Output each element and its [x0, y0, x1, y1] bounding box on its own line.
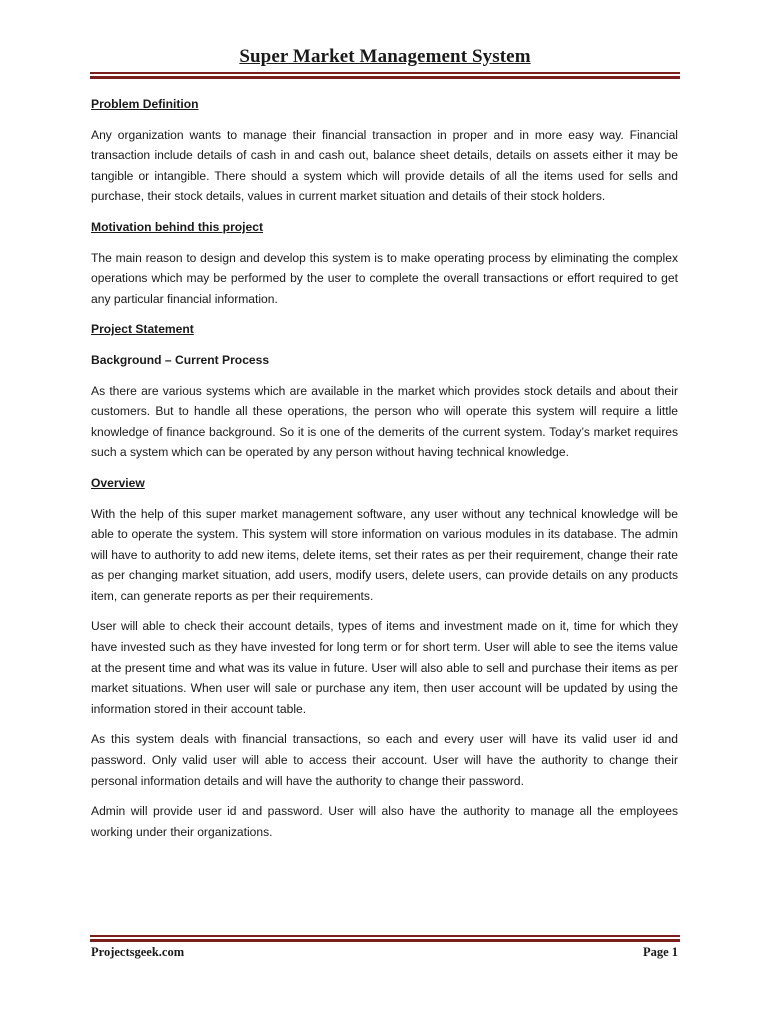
- subheading-background-current-process: Background – Current Process: [91, 352, 270, 367]
- page-title: Super Market Management System: [239, 46, 531, 67]
- footer-page-number: Page 1: [642, 945, 678, 959]
- paragraph-overview-2: User will able to check their account details, types of items and investment made on it, time for which they have invested such as they have invested for long term or for short term. User will able to see the items value at the present time and what was its value in future. User will also able to sell and purchase their items as per market situations. When user will sale or purchase any item, then user account will be updated by using the information stored in their account table.: [91, 619, 678, 716]
- section-heading-problem-definition: Problem Definition: [91, 97, 199, 111]
- header-rule-thin: [90, 72, 680, 74]
- section-heading-project-statement: Project Statement: [91, 322, 194, 337]
- paragraph-problem-definition: Any organization wants to manage their financial transaction in proper and in more easy way. Financial transaction include details of cash in and cash out, balance sheet details, details on assets either it may be tangible or intangible. There should a system which will provide details of all the items used for sells and purchase, their stock details, values in current market situation and details of their stock holders.: [91, 127, 678, 204]
- paragraph-overview-4: Admin will provide user id and password. User will also have the authority to manage all the employees working under their organizations.: [91, 804, 678, 839]
- paragraph-motivation: The main reason to design and develop this system is to make operating process by eliminating the complex operations which may be performed by the user to complete the overall transactions or effort required to get any particular financial information.: [91, 250, 678, 306]
- footer-rule-thick: [90, 939, 680, 942]
- footer-site-name: Projectsgeek.com: [91, 945, 185, 959]
- document-body: [91, 94, 678, 852]
- section-heading-overview: Overview: [91, 475, 145, 490]
- footer-rule-thin: [90, 935, 680, 937]
- paragraph-overview-1: With the help of this super market management software, any user without any technical knowledge will be able to operate the system. This system will store information on various modules in its database. The admin will have to authority to add new items, delete items, set their rates as per their requirement, change their rate as per changing market situation, add users, modify users, delete users, can provide details on any products item, can generate reports as per their requirements.: [91, 506, 678, 603]
- section-heading-motivation: Motivation behind this project: [91, 219, 263, 234]
- header-rule-thick: [90, 76, 680, 79]
- paragraph-background: As there are various systems which are available in the market which provides stock details and about their customers. But to handle all these operations, the person who will operate this system will require a little knowledge of finance background. So it is one of the demerits of the current system. Today’s market requires such a system which can be operated by any person without having technical knowledge.: [91, 383, 678, 460]
- paragraph-overview-3: As this system deals with financial transactions, so each and every user will have its valid user id and password. Only valid user will able to access their account. User will have the authority to change their personal information details and will have the authority to change their password.: [91, 732, 678, 788]
